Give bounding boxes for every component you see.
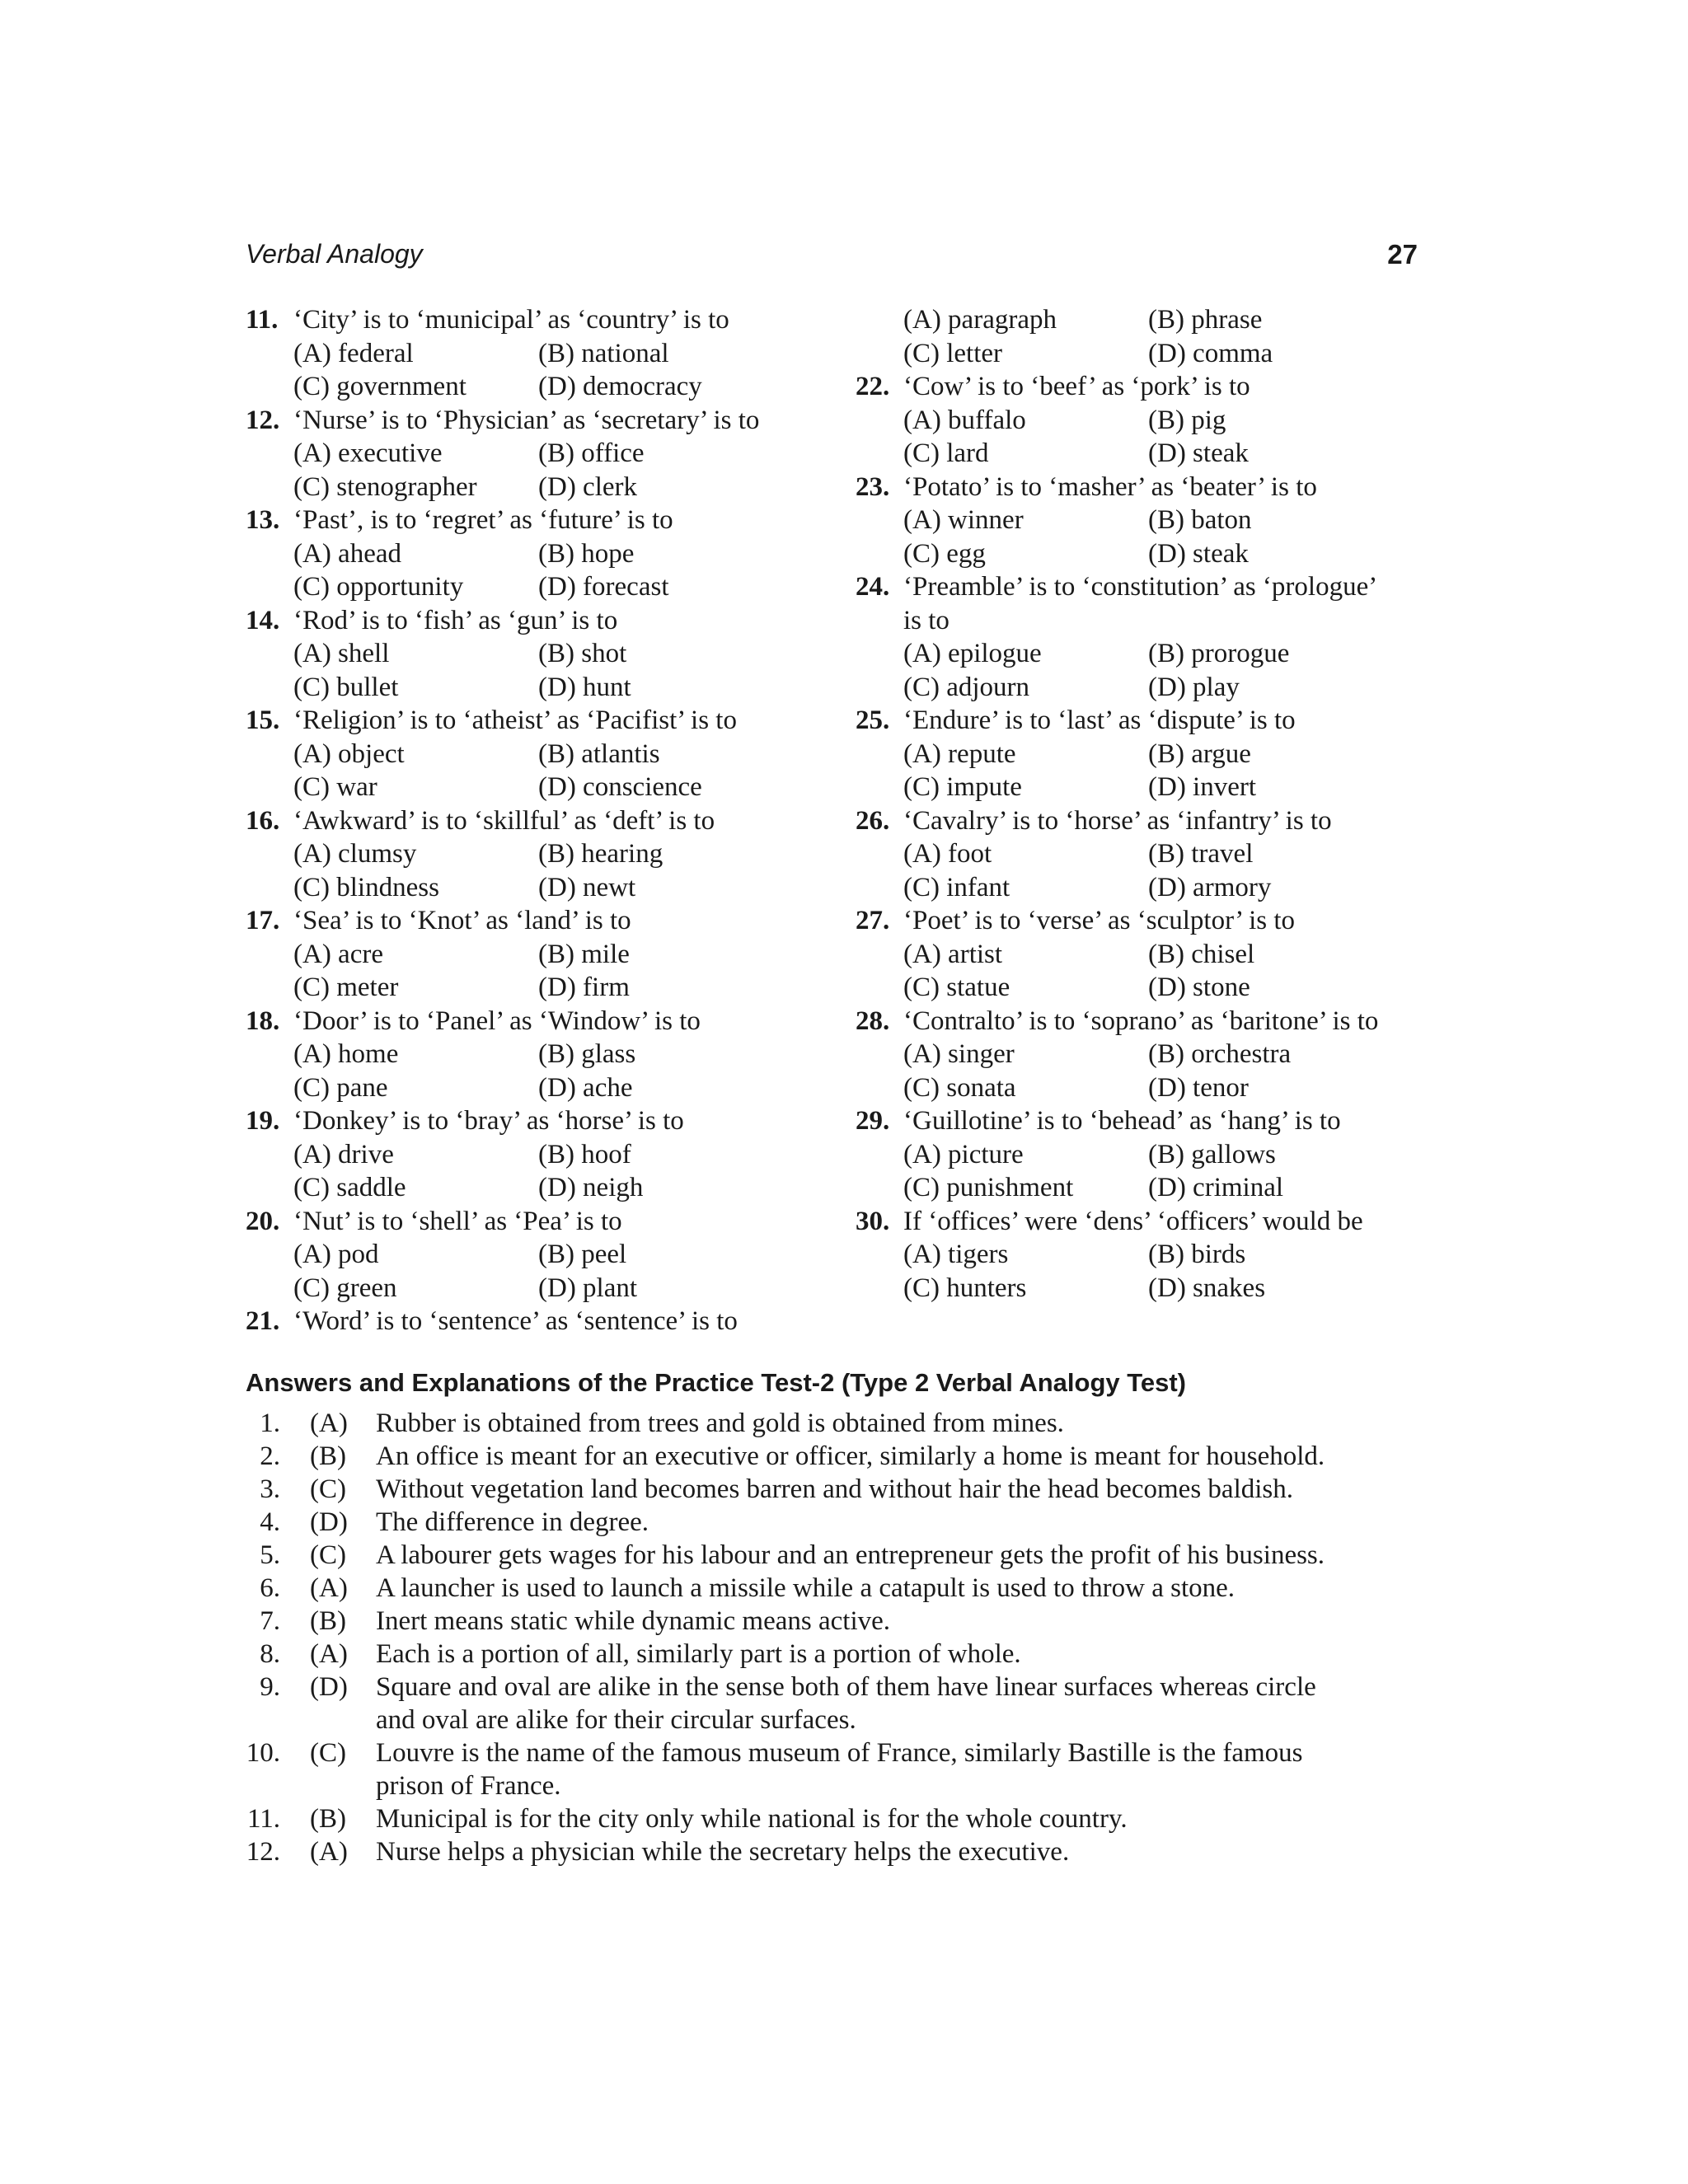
answer-explanation — [246, 1539, 1426, 1572]
question-number: 19. — [246, 1106, 280, 1136]
question-number: 17. — [246, 906, 280, 935]
answer-option: (A) shell — [293, 639, 390, 668]
options-row — [856, 671, 1432, 705]
explanation-text: A labourer gets wages for his labour and an entrepreneur gets the profit of his business. — [376, 1540, 1325, 1570]
answer-option: (B) peel — [538, 1240, 627, 1269]
answer-explanation — [246, 1572, 1426, 1605]
answer-option: (D) invert — [1148, 772, 1257, 802]
explanation-text: An office is meant for an executive or officer, similarly a home is meant for household. — [376, 1441, 1325, 1471]
running-head — [246, 239, 1418, 280]
options-row — [246, 1238, 823, 1272]
answer-option: (D) snakes — [1148, 1272, 1266, 1303]
answer-option: (B) orchestra — [1148, 1039, 1292, 1069]
answer-key: (B) — [310, 1804, 346, 1834]
answer-line — [246, 1506, 1426, 1539]
options-row — [246, 1138, 823, 1172]
question-number: 30. — [856, 1206, 890, 1236]
answer-option: (A) acre — [293, 939, 383, 969]
answer-option: (C) meter — [293, 972, 399, 1002]
answer-line — [246, 1769, 1426, 1802]
answer-key: (C) — [310, 1738, 346, 1768]
answer-option: (C) bullet — [293, 672, 399, 702]
question-line — [856, 904, 1432, 938]
options-row — [856, 303, 1432, 337]
answer-option: (A) clumsy — [293, 839, 417, 869]
question-number: 12. — [246, 405, 280, 435]
question-number: 11. — [246, 305, 279, 335]
answer-option: (D) steak — [1148, 538, 1249, 569]
question-line — [246, 1205, 823, 1239]
answer-line — [246, 1736, 1426, 1769]
answer-option: (D) armory — [1148, 872, 1272, 902]
options-row — [856, 971, 1432, 1005]
answer-key: (D) — [310, 1507, 348, 1537]
explanation-text: Municipal is for the city only while national is for the whole country. — [376, 1804, 1128, 1834]
options-row — [246, 1171, 823, 1205]
answer-number: 9. — [260, 1672, 280, 1702]
answer-key: (B) — [310, 1606, 346, 1636]
options-row — [856, 437, 1432, 471]
answers-list — [246, 1407, 1426, 1868]
question-item — [856, 471, 1432, 571]
question-stem: ‘Donkey’ is to ‘bray’ as ‘horse’ is to — [293, 1106, 684, 1136]
question-line — [246, 804, 823, 838]
options-row — [856, 1272, 1432, 1305]
answer-option: (A) winner — [903, 505, 1024, 535]
answer-number: 10. — [246, 1738, 280, 1768]
options-row — [246, 871, 823, 905]
question-stem: ‘City’ is to ‘municipal’ as ‘country’ is to — [293, 305, 729, 335]
question-stem: ‘Nurse’ is to ‘Physician’ as ‘secretary’ is to — [293, 405, 760, 435]
answer-option: (B) glass — [538, 1039, 636, 1069]
answer-option: (C) stenographer — [293, 471, 477, 502]
answer-line — [246, 1440, 1426, 1473]
options-row — [856, 871, 1432, 905]
answer-option: (A) federal — [293, 338, 414, 368]
options-row — [246, 971, 823, 1005]
question-item — [246, 1305, 823, 1338]
answer-explanation — [246, 1671, 1426, 1736]
options-row — [856, 771, 1432, 804]
options-row — [246, 370, 823, 404]
answer-option: (D) neigh — [538, 1173, 644, 1202]
answer-line — [246, 1572, 1426, 1605]
question-line — [856, 704, 1432, 738]
options-row — [856, 537, 1432, 571]
options-row — [246, 671, 823, 705]
question-item — [246, 1104, 823, 1205]
question-line — [246, 604, 823, 638]
question-line — [246, 404, 823, 438]
question-number: 16. — [246, 805, 280, 836]
answer-option: (B) phrase — [1148, 305, 1263, 335]
question-item — [246, 804, 823, 905]
options-row — [246, 1071, 823, 1105]
question-line — [246, 704, 823, 738]
answer-explanation — [246, 1605, 1426, 1638]
question-line — [246, 1005, 823, 1038]
answer-explanation — [246, 1638, 1426, 1671]
question-stem: ‘Religion’ is to ‘atheist’ as ‘Pacifist’ is to — [293, 705, 737, 735]
section-title: Verbal Analogy — [246, 239, 423, 269]
options-row — [856, 1238, 1432, 1272]
answer-option: (B) office — [538, 438, 645, 468]
answer-line — [246, 1407, 1426, 1440]
explanation-text: Each is a portion of all, similarly part is a portion of whole. — [376, 1639, 1021, 1669]
options-row — [246, 1038, 823, 1071]
question-stem: ‘Cow’ is to ‘beef’ as ‘pork’ is to — [903, 372, 1250, 401]
answer-option: (B) gallows — [1148, 1139, 1276, 1169]
question-stem-continued: is to — [903, 605, 950, 635]
options-row — [856, 938, 1432, 972]
answer-key: (A) — [310, 1573, 348, 1603]
answer-option: (C) pane — [293, 1072, 388, 1103]
answer-explanation — [246, 1736, 1426, 1802]
question-item — [246, 904, 823, 1005]
answer-option: (A) ahead — [293, 538, 402, 569]
question-stem: ‘Potato’ is to ‘masher’ as ‘beater’ is to — [903, 471, 1317, 502]
question-number: 28. — [856, 1005, 890, 1036]
explanation-text: Rubber is obtained from trees and gold is obtained from mines. — [376, 1408, 1064, 1438]
question-item — [856, 1104, 1432, 1205]
question-number: 15. — [246, 705, 280, 735]
answer-option: (D) criminal — [1148, 1173, 1284, 1202]
answer-option: (B) hope — [538, 538, 635, 569]
answer-option: (C) war — [293, 772, 377, 802]
answer-line — [246, 1802, 1426, 1835]
question-item — [246, 303, 823, 404]
answer-option: (B) hoof — [538, 1139, 631, 1169]
explanation-text: Square and oval are alike in the sense both of them have linear surfaces whereas circle — [376, 1672, 1316, 1702]
question-item — [856, 1005, 1432, 1105]
answer-number: 1. — [260, 1408, 280, 1438]
question-line — [856, 471, 1432, 504]
question-number: 25. — [856, 705, 890, 735]
question-item — [856, 570, 1432, 704]
answer-option: (D) conscience — [538, 772, 702, 802]
question-line — [856, 604, 1432, 638]
question-item — [856, 370, 1432, 471]
question-line — [246, 504, 823, 537]
answer-option: (D) steak — [1148, 438, 1249, 468]
answer-option: (B) pig — [1148, 405, 1226, 435]
explanation-text: A launcher is used to launch a missile while a catapult is used to throw a stone. — [376, 1573, 1236, 1603]
question-stem: ‘Past’, is to ‘regret’ as ‘future’ is to — [293, 505, 673, 535]
options-row — [246, 471, 823, 504]
options-row — [856, 1171, 1432, 1205]
question-item — [246, 504, 823, 604]
answer-option: (C) statue — [903, 972, 1010, 1002]
answer-option: (A) epilogue — [903, 639, 1042, 668]
answer-option: (A) repute — [903, 738, 1016, 769]
answer-option: (B) travel — [1148, 839, 1254, 869]
answer-option: (D) tenor — [1148, 1072, 1249, 1103]
questions-column-right — [856, 303, 1432, 1305]
explanation-text: Inert means static while dynamic means active. — [376, 1606, 891, 1636]
answer-line — [246, 1605, 1426, 1638]
question-number: 23. — [856, 471, 890, 502]
question-stem: ‘Endure’ is to ‘last’ as ‘dispute’ is to — [903, 705, 1296, 735]
question-item — [246, 1005, 823, 1105]
question-number: 13. — [246, 505, 280, 535]
options-row — [246, 938, 823, 972]
answer-option: (D) stone — [1148, 972, 1250, 1002]
answer-option: (A) drive — [293, 1139, 394, 1169]
answer-option: (A) artist — [903, 939, 1003, 969]
options-row — [856, 1071, 1432, 1105]
answer-option: (B) birds — [1148, 1240, 1246, 1269]
options-row — [246, 738, 823, 771]
question-number: 27. — [856, 906, 890, 935]
question-number: 21. — [246, 1306, 280, 1336]
answer-option: (C) egg — [903, 538, 986, 569]
question-item — [246, 604, 823, 705]
question-stem: ‘Rod’ is to ‘fish’ as ‘gun’ is to — [293, 605, 618, 635]
answer-number: 8. — [260, 1639, 280, 1669]
question-stem: ‘Nut’ is to ‘shell’ as ‘Pea’ is to — [293, 1206, 622, 1236]
answer-option: (A) buffalo — [903, 405, 1026, 435]
question-item — [246, 1205, 823, 1305]
question-line — [246, 1305, 823, 1338]
answer-option: (C) saddle — [293, 1173, 406, 1202]
answer-option: (C) letter — [903, 338, 1003, 368]
answer-key: (A) — [310, 1837, 348, 1867]
answer-option: (B) chisel — [1148, 939, 1255, 969]
answer-option: (B) argue — [1148, 738, 1251, 769]
answer-option: (B) national — [538, 338, 669, 368]
answer-option: (C) hunters — [903, 1272, 1027, 1303]
answer-option: (B) hearing — [538, 839, 663, 869]
question-number: 14. — [246, 605, 280, 635]
explanation-text: Louvre is the name of the famous museum of France, similarly Bastille is the famous — [376, 1738, 1303, 1768]
options-row — [246, 537, 823, 571]
answer-option: (D) firm — [538, 972, 630, 1002]
question-line — [856, 1104, 1432, 1138]
answer-key: (A) — [310, 1408, 348, 1438]
question-stem: ‘Guillotine’ is to ‘behead’ as ‘hang’ is to — [903, 1106, 1341, 1136]
options-row — [856, 1138, 1432, 1172]
question-stem: ‘Preamble’ is to ‘constitution’ as ‘prologue’ — [903, 572, 1378, 602]
answer-line — [246, 1473, 1426, 1506]
answer-option: (D) democracy — [538, 372, 702, 401]
options-row — [856, 337, 1432, 371]
options-row — [856, 1038, 1432, 1071]
question-number: 22. — [856, 372, 890, 401]
question-number: 24. — [856, 572, 890, 602]
answer-explanation — [246, 1802, 1426, 1835]
question-stem: ‘Poet’ is to ‘verse’ as ‘sculptor’ is to — [903, 906, 1296, 935]
options-row — [856, 837, 1432, 871]
question-number: 18. — [246, 1005, 280, 1036]
answer-number: 3. — [260, 1474, 280, 1504]
question-stem: ‘Word’ is to ‘sentence’ as ‘sentence’ is to — [293, 1306, 738, 1336]
question-item — [246, 704, 823, 804]
answer-option: (C) impute — [903, 772, 1022, 802]
answer-option: (C) green — [293, 1272, 397, 1303]
question-stem: ‘Door’ is to ‘Panel’ as ‘Window’ is to — [293, 1005, 701, 1036]
options-row — [246, 837, 823, 871]
answer-key: (B) — [310, 1441, 346, 1471]
answer-number: 4. — [260, 1507, 280, 1537]
explanation-text: Nurse helps a physician while the secretary helps the executive. — [376, 1837, 1070, 1867]
answer-explanation — [246, 1506, 1426, 1539]
options-row — [246, 570, 823, 604]
answer-key: (D) — [310, 1672, 348, 1702]
answer-line — [246, 1671, 1426, 1704]
explanation-text: The difference in degree. — [376, 1507, 649, 1537]
question-line — [856, 370, 1432, 404]
question-line — [246, 1104, 823, 1138]
answer-number: 6. — [260, 1573, 280, 1603]
answer-line — [246, 1835, 1426, 1868]
answer-option: (D) newt — [538, 872, 636, 902]
question-line — [246, 303, 823, 337]
answer-option: (A) object — [293, 738, 405, 769]
options-row — [856, 738, 1432, 771]
answer-option: (B) prorogue — [1148, 639, 1290, 668]
answer-option: (D) play — [1148, 672, 1240, 702]
answer-option: (C) government — [293, 372, 467, 401]
answer-option: (D) hunt — [538, 672, 631, 702]
options-row — [246, 437, 823, 471]
question-stem: ‘Contralto’ is to ‘soprano’ as ‘baritone’ is to — [903, 1005, 1379, 1036]
answer-explanation — [246, 1473, 1426, 1506]
answer-key: (C) — [310, 1474, 346, 1504]
answer-line — [246, 1638, 1426, 1671]
question-item — [856, 704, 1432, 804]
question-number: 26. — [856, 805, 890, 836]
options-row — [246, 771, 823, 804]
answer-option: (D) clerk — [538, 471, 638, 502]
answer-explanation — [246, 1407, 1426, 1440]
explanation-text: Without vegetation land becomes barren and without hair the head becomes baldish. — [376, 1474, 1293, 1504]
question-stem: ‘Awkward’ is to ‘skillful’ as ‘deft’ is to — [293, 805, 715, 836]
answers-heading: Answers and Explanations of the Practice Test-2 (Type 2 Verbal Analogy Test) — [246, 1368, 1186, 1397]
answer-explanation — [246, 1440, 1426, 1473]
options-row — [856, 404, 1432, 438]
answer-number: 11. — [246, 1804, 280, 1834]
answer-option: (C) opportunity — [293, 572, 464, 602]
question-item — [246, 404, 823, 504]
question-stem: If ‘offices’ were ‘dens’ ‘officers’ would be — [903, 1206, 1363, 1236]
options-row — [856, 504, 1432, 537]
answer-option: (A) tigers — [903, 1240, 1009, 1269]
answer-option: (A) executive — [293, 438, 443, 468]
answer-number: 12. — [246, 1837, 280, 1867]
options-row — [246, 1272, 823, 1305]
page-number: 27 — [1387, 239, 1418, 269]
question-line — [246, 904, 823, 938]
answer-option: (A) picture — [903, 1139, 1024, 1169]
question-number: 20. — [246, 1206, 280, 1236]
answer-option: (A) paragraph — [903, 305, 1057, 335]
question-line — [856, 570, 1432, 604]
answer-option: (B) atlantis — [538, 738, 660, 769]
options-row — [246, 637, 823, 671]
answer-number: 7. — [260, 1606, 280, 1636]
question-stem: ‘Cavalry’ is to ‘horse’ as ‘infantry’ is to — [903, 805, 1332, 836]
answer-option: (D) ache — [538, 1072, 633, 1103]
question-line — [856, 1205, 1432, 1239]
answer-option: (A) pod — [293, 1240, 379, 1269]
answer-line — [246, 1704, 1426, 1736]
answer-option: (B) shot — [538, 639, 627, 668]
question-item — [856, 804, 1432, 905]
answer-option: (D) forecast — [538, 572, 669, 602]
question-line — [856, 804, 1432, 838]
question-line — [856, 1005, 1432, 1038]
question-item — [856, 1205, 1432, 1305]
question-21-options — [856, 303, 1432, 370]
explanation-text: prison of France. — [376, 1771, 561, 1801]
answer-key: (C) — [310, 1540, 346, 1570]
options-row — [856, 637, 1432, 671]
answer-option: (D) plant — [538, 1272, 638, 1303]
answer-option: (C) lard — [903, 438, 989, 468]
answer-option: (B) mile — [538, 939, 630, 969]
answer-option: (D) comma — [1148, 338, 1273, 368]
explanation-text: and oval are alike for their circular surfaces. — [376, 1705, 856, 1735]
answer-option: (A) home — [293, 1039, 399, 1069]
answer-number: 2. — [260, 1441, 280, 1471]
answer-option: (C) infant — [903, 872, 1010, 902]
answer-option: (C) blindness — [293, 872, 439, 902]
question-number: 29. — [856, 1106, 890, 1136]
answer-key: (A) — [310, 1639, 348, 1669]
question-stem: ‘Sea’ is to ‘Knot’ as ‘land’ is to — [293, 906, 631, 935]
options-row — [246, 337, 823, 371]
questions-column-left — [246, 303, 823, 1338]
answer-number: 5. — [260, 1540, 280, 1570]
answer-option: (A) foot — [903, 839, 992, 869]
answer-option: (A) singer — [903, 1039, 1015, 1069]
answer-option: (C) adjourn — [903, 672, 1030, 702]
answer-option: (C) punishment — [903, 1173, 1074, 1202]
question-item — [856, 904, 1432, 1005]
answer-line — [246, 1539, 1426, 1572]
answer-option: (C) sonata — [903, 1072, 1016, 1103]
answer-explanation — [246, 1835, 1426, 1868]
answer-option: (B) baton — [1148, 505, 1252, 535]
